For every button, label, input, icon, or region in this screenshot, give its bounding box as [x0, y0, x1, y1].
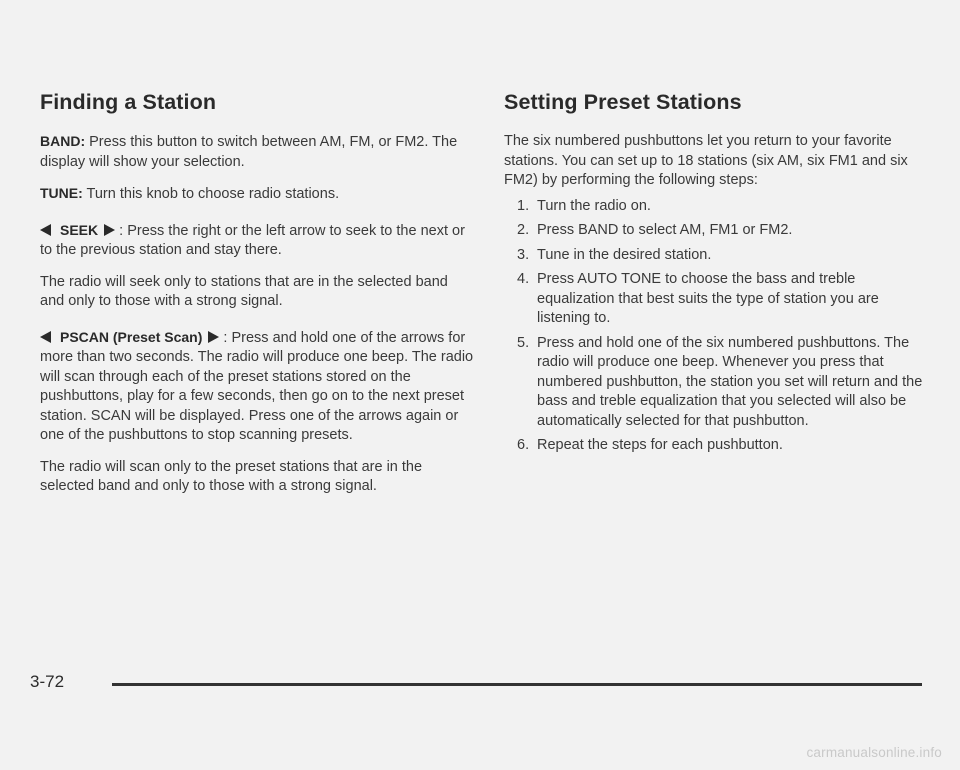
- section-title-preset-stations: Setting Preset Stations: [504, 90, 742, 114]
- step-text: Turn the radio on.: [537, 197, 651, 214]
- band-paragraph: [40, 132, 475, 172]
- tune-paragraph: [40, 184, 475, 205]
- finding-a-station-section: [40, 86, 475, 509]
- right-arrow-icon: [208, 331, 219, 343]
- list-item: [504, 246, 924, 266]
- watermark-text: carmanualsonline.info: [806, 745, 942, 760]
- step-text: Press and hold one of the six numbered pushbuttons. The radio will produce one beep. Whenever you press that numbered pushbutton, the station you set will return and the bass and treble equalization that you selected will also be automatically selected for that pushbutton.: [537, 334, 923, 429]
- tune-term: TUNE:: [40, 185, 83, 201]
- pscan-paragraph: [40, 328, 475, 446]
- band-term: BAND:: [40, 133, 86, 149]
- right-arrow-icon: [104, 224, 115, 236]
- step-text: Press AUTO TONE to choose the bass and treble equalization that best suits the type of station you are listening to.: [537, 271, 879, 326]
- step-text: Tune in the desired station.: [537, 246, 712, 263]
- step-number: 6.: [517, 437, 530, 453]
- seek-term: SEEK: [60, 221, 99, 238]
- step-number: 1.: [517, 197, 530, 214]
- step-text: Repeat the steps for each pushbutton.: [537, 437, 783, 453]
- pscan-text: : Press and hold one of the arrows for more than two seconds. The radio will produce one beep. The radio will scan through each of the preset stations stored on the pushbuttons, play for a few seconds, then go on to the next preset station. SCAN will be displayed. Press one of the arrows again or one of the pushbuttons to stop scanning presets.: [40, 329, 474, 443]
- page-number: 3-72: [30, 672, 65, 691]
- preset-intro-paragraph: The six numbered pushbuttons let you return to your favorite stations. You can set up to 18 stations (six AM, six FM1 and six FM2) by performing the following steps:: [504, 133, 908, 188]
- footer-rule: [112, 683, 922, 686]
- list-item: [504, 197, 924, 217]
- preset-steps-list: [504, 197, 924, 456]
- step-number: 5.: [517, 334, 530, 351]
- list-item: [504, 270, 924, 329]
- pscan-term: PSCAN (Preset Scan): [60, 328, 203, 345]
- step-number: 3.: [517, 246, 530, 263]
- section-title-finding-station: Finding a Station: [40, 90, 217, 114]
- seek-paragraph: [40, 221, 475, 261]
- list-item: [504, 334, 924, 432]
- left-arrow-icon: [40, 331, 51, 343]
- seek-text: : Press the right or the left arrow to seek to the next or to the previous station and stay there.: [40, 222, 465, 258]
- step-number: 4.: [517, 271, 530, 287]
- setting-preset-stations-section: [504, 86, 924, 461]
- list-item: [504, 221, 924, 241]
- left-arrow-icon: [40, 224, 51, 236]
- seek-note-paragraph: The radio will seek only to stations that are in the selected band and only to those with a strong signal.: [40, 273, 448, 309]
- step-number: 2.: [517, 222, 530, 238]
- list-item: [504, 436, 924, 456]
- tune-text: Turn this knob to choose radio stations.: [82, 186, 340, 202]
- scan-note-paragraph: The radio will scan only to the preset stations that are in the selected band and only to those with a strong signal.: [40, 458, 423, 494]
- band-text: Press this button to switch between AM, FM, or FM2. The display will show your selection.: [40, 134, 458, 170]
- step-text: Press BAND to select AM, FM1 or FM2.: [537, 222, 793, 238]
